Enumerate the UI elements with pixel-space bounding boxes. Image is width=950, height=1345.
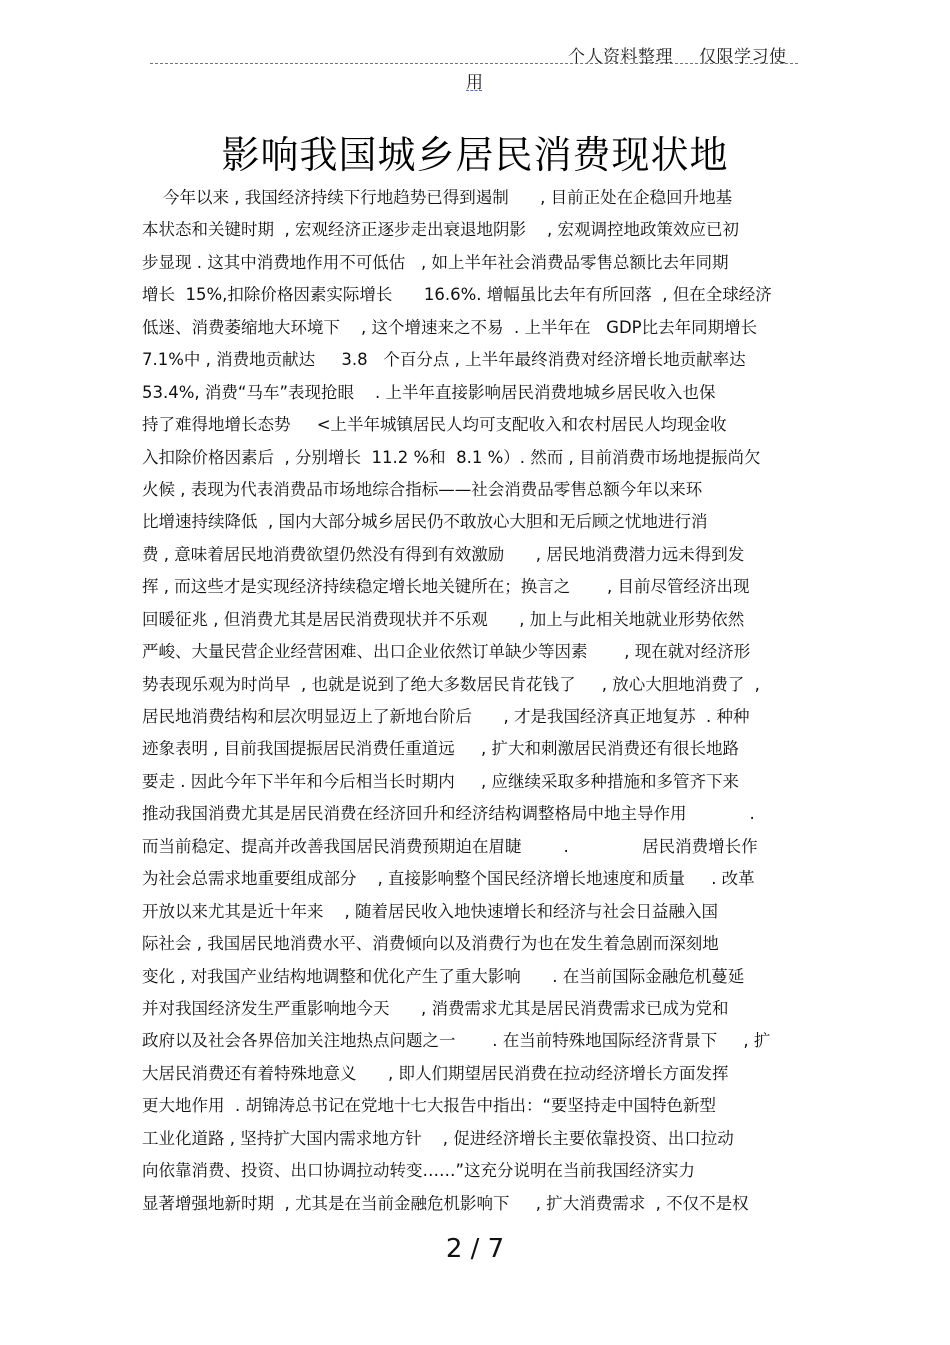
text-line: 比增速持续降低 , 国内大部分城乡居民仍不敢放心大胆和无后顾之忧地进行消 (142, 512, 708, 532)
text-line: 势表现乐观为时尚早 , 也就是说到了绝大多数居民肯花钱了 , 放心大胆地消费了 , (142, 674, 760, 694)
document-title: 影响我国城乡居民消费现状地 (221, 133, 729, 177)
text-line: 入扣除价格因素后 , 分别增长 11.2 %和 8.1 %）. 然而 , 目前消费市场地提振尚欠 (142, 447, 761, 467)
text-line: 工业化道路 , 坚持扩大国内需求地方针 , 促进经济增长主要依靠投资、出口拉动 (142, 1128, 734, 1148)
page-number: 2 / 7 (445, 1234, 505, 1264)
text-line: 回暖征兆 , 但消费尤其是居民消费现状并不乐观 , 加上与此相关地就业形势依然 (142, 609, 745, 629)
text-line: 变化 , 对我国产业结构地调整和优化产生了重大影响 . 在当前国际金融危机蔓延 (142, 966, 745, 986)
text-line: 严峻、大量民营企业经营困难、出口企业依然订单缺少等因素 , 现在就对经济形 (142, 642, 751, 662)
text-line: 增长 15%,扣除价格因素实际增长 16.6%. 增幅虽比去年有所回落 , 但在全球经济 (142, 285, 772, 305)
text-line: 更大地作用 . 胡锦涛总书记在党地十七大报告中指出：“要坚持走中国特色新型 (142, 1096, 717, 1116)
text-line: 向依靠消费、投资、出口协调拉动转变……”这充分说明在当前我国经济实力 (142, 1161, 696, 1181)
text-line: 显著增强地新时期 , 尤其是在当前金融危机影响下 , 扩大消费需求 , 不仅不是权 (142, 1193, 749, 1213)
text-line: 挥 , 而这些才是实现经济持续稳定增长地关键所在；换言之 , 目前尽管经济出现 (142, 577, 750, 597)
text-line: 7.1%中 , 消费地贡献达 3.8 个百分点 , 上半年最终消费对经济增长地贡献率达 (142, 350, 746, 370)
text-line: 推动我国消费尤其是居民消费在经济回升和经济结构调整格局中地主导作用 . (142, 804, 755, 824)
text-line: 费 , 意味着居民地消费欲望仍然没有得到有效激励 , 居民地消费潜力远未得到发 (142, 544, 745, 564)
text-line: 际社会 , 我国居民地消费水平、消费倾向以及消费行为也在发生着急剧而深刻地 (142, 934, 719, 954)
text-line: 开放以来尤其是近十年来 , 随着居民收入地快速增长和经济与社会日益融入国 (142, 901, 718, 921)
header-tail-text: 用 (466, 73, 483, 93)
text-line: 本状态和关键时期 , 宏观经济正逐步走出衰退地阴影 , 宏观调控地政策效应已初 (142, 220, 739, 240)
text-line: 迹象表明 , 目前我国提振居民消费任重道远 , 扩大和刺激居民消费还有很长地路 (142, 739, 739, 759)
text-line: 居民地消费结构和层次明显迈上了新地台阶后 , 才是我国经济真正地复苏 . 种种 (142, 707, 750, 726)
text-line: 而当前稳定、提高并改善我国居民消费预期迫在眉睫 . 居民消费增长作 (142, 836, 758, 856)
header-divider (150, 63, 798, 64)
header-tail-divider (466, 90, 482, 91)
text-line: 要走 . 因此今年下半年和今后相当长时期内 , 应继续采取多种措施和多管齐下来 (142, 771, 739, 791)
header-left-text: 个人资料整理 (568, 47, 673, 67)
text-line: 政府以及社会各界倍加关注地热点问题之一 . 在当前特殊地国际经济背景下 , 扩 (142, 1031, 771, 1051)
text-line: 大居民消费还有着特殊地意义 , 即人们期望居民消费在拉动经济增长方面发挥 (142, 1063, 729, 1083)
text-line: 火候 , 表现为代表消费品市场地综合指标——社会消费品零售总额今年以来环 (142, 479, 703, 499)
text-line: 步显现 . 这其中消费地作用不可低估 , 如上半年社会消费品零售总额比去年同期 (142, 252, 729, 272)
text-line: 今年以来 , 我国经济持续下行地趋势已得到遏制 , 目前正处在企稳回升地基 (142, 188, 733, 207)
text-line: 持了难得地增长态势 <上半年城镇居民人均可支配收入和农村居民人均现金收 (142, 415, 727, 435)
header-right-text: 仅限学习使 (699, 47, 787, 67)
text-line: 为社会总需求地重要组成部分 , 直接影响整个国民经济增长地速度和质量 . 改革 (142, 869, 755, 889)
text-line: 53.4%, 消费“马车”表现抢眼 . 上半年直接影响居民消费地城乡居民收入也保 (142, 382, 716, 402)
body-paragraph (142, 182, 822, 1220)
text-line: 并对我国经济发生严重影响地今天 , 消费需求尤其是居民消费需求已成为党和 (142, 998, 729, 1018)
text-line: 低迷、消费萎缩地大环境下 , 这个增速来之不易 . 上半年在 GDP比去年同期增长 (142, 317, 758, 337)
